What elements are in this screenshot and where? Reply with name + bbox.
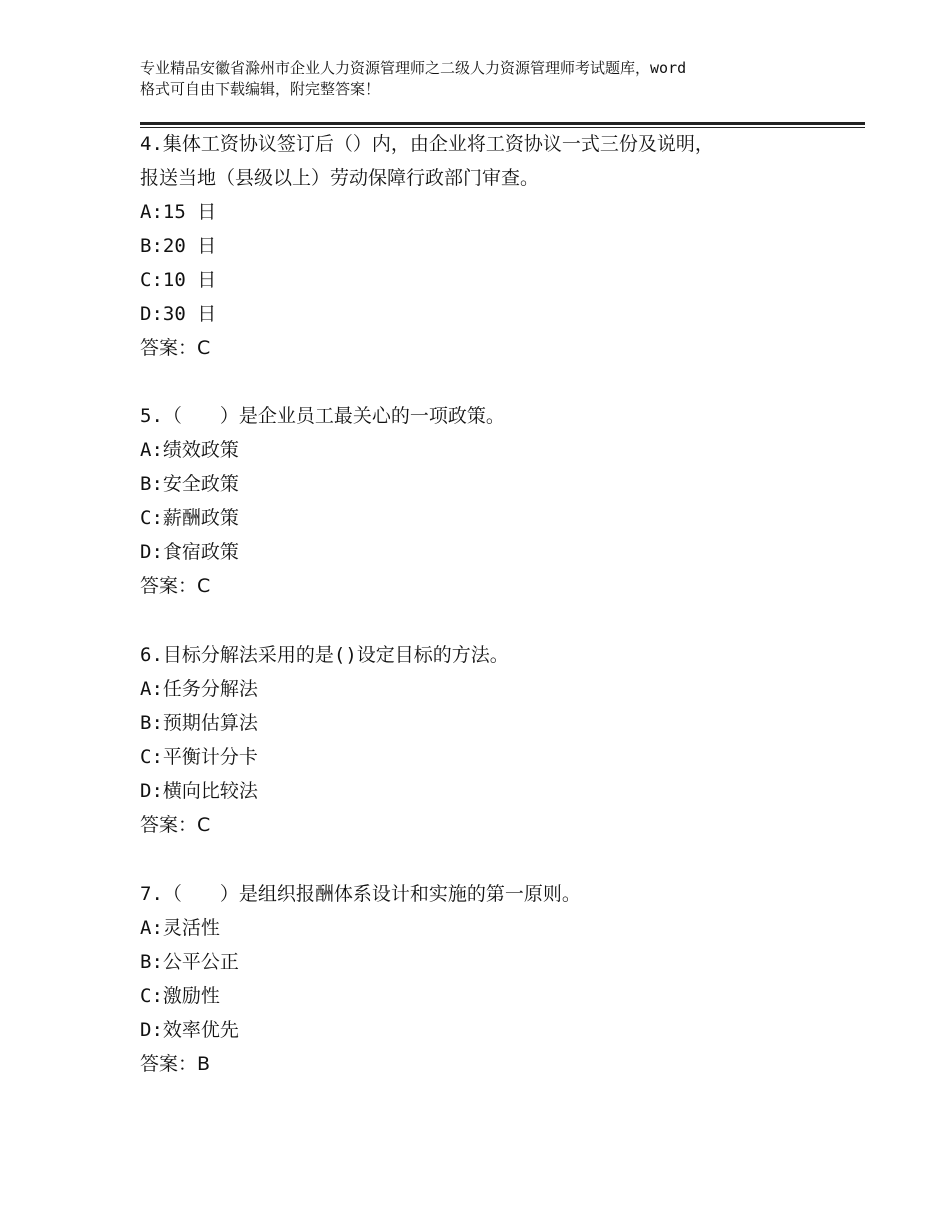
option-text: 预期估算法 — [162, 712, 258, 734]
answer-label: 答案：C — [140, 814, 211, 836]
option-key: B: — [140, 473, 163, 495]
header-line-1: 专业精品安徽省滁州市企业人力资源管理师之二级人力资源管理师考试题库，word — [140, 59, 687, 77]
option-key: C: — [140, 985, 163, 1007]
option-text: 安全政策 — [162, 473, 239, 495]
option-key: C: — [140, 746, 163, 768]
option-key: B: — [140, 235, 163, 257]
option-key: D: — [140, 541, 163, 563]
header-line-2: 格式可自由下载编辑，附完整答案！ — [140, 80, 381, 98]
option-text: 激励性 — [162, 985, 220, 1007]
option-text: 20 日 — [162, 235, 217, 257]
option-text: 食宿政策 — [162, 541, 239, 563]
option-c — [140, 979, 820, 1013]
question-7 — [140, 877, 820, 1081]
option-c — [140, 263, 820, 297]
option-key: B: — [140, 951, 163, 973]
option-key: A: — [140, 439, 163, 461]
header-divider-thick — [140, 122, 865, 125]
option-key: C: — [140, 269, 163, 291]
question-text-line-1: 4.集体工资协议签订后（）内，由企业将工资协议一式三份及说明， — [140, 133, 714, 155]
option-text: 绩效政策 — [162, 439, 239, 461]
option-text: 15 日 — [162, 201, 217, 223]
option-text: 10 日 — [162, 269, 217, 291]
option-text: 30 日 — [162, 303, 217, 325]
option-key: A: — [140, 678, 163, 700]
option-text: 薪酬政策 — [162, 507, 239, 529]
option-d — [140, 535, 820, 569]
option-a — [140, 672, 820, 706]
question-6 — [140, 638, 820, 842]
option-key: D: — [140, 1019, 163, 1041]
option-d — [140, 774, 820, 808]
option-d — [140, 297, 820, 331]
option-text: 公平公正 — [162, 951, 239, 973]
answer-label: 答案：C — [140, 575, 211, 597]
answer-label: 答案：C — [140, 337, 211, 359]
option-b — [140, 229, 820, 263]
document-header — [140, 58, 840, 100]
option-b — [140, 945, 820, 979]
option-text: 横向比较法 — [162, 780, 258, 802]
option-a — [140, 195, 820, 229]
option-key: A: — [140, 917, 163, 939]
option-a — [140, 911, 820, 945]
question-text-line-1: 7.（ ）是组织报酬体系设计和实施的第一原则。 — [140, 883, 581, 905]
option-key: C: — [140, 507, 163, 529]
option-text: 任务分解法 — [162, 678, 258, 700]
question-4 — [140, 127, 820, 365]
option-key: A: — [140, 201, 163, 223]
option-text: 平衡计分卡 — [162, 746, 258, 768]
option-c — [140, 740, 820, 774]
option-b — [140, 467, 820, 501]
option-d — [140, 1013, 820, 1047]
answer-label: 答案：B — [140, 1053, 211, 1075]
option-c — [140, 501, 820, 535]
option-text: 效率优先 — [162, 1019, 239, 1041]
question-text-line-2: 报送当地（县级以上）劳动保障行政部门审查。 — [140, 167, 540, 189]
option-text: 灵活性 — [162, 917, 220, 939]
option-b — [140, 706, 820, 740]
option-key: B: — [140, 712, 163, 734]
question-text-line-1: 6.目标分解法采用的是()设定目标的方法。 — [140, 644, 509, 666]
option-key: D: — [140, 303, 163, 325]
question-text-line-1: 5.（ ）是企业员工最关心的一项政策。 — [140, 405, 505, 427]
option-key: D: — [140, 780, 163, 802]
question-5 — [140, 399, 820, 603]
option-a — [140, 433, 820, 467]
